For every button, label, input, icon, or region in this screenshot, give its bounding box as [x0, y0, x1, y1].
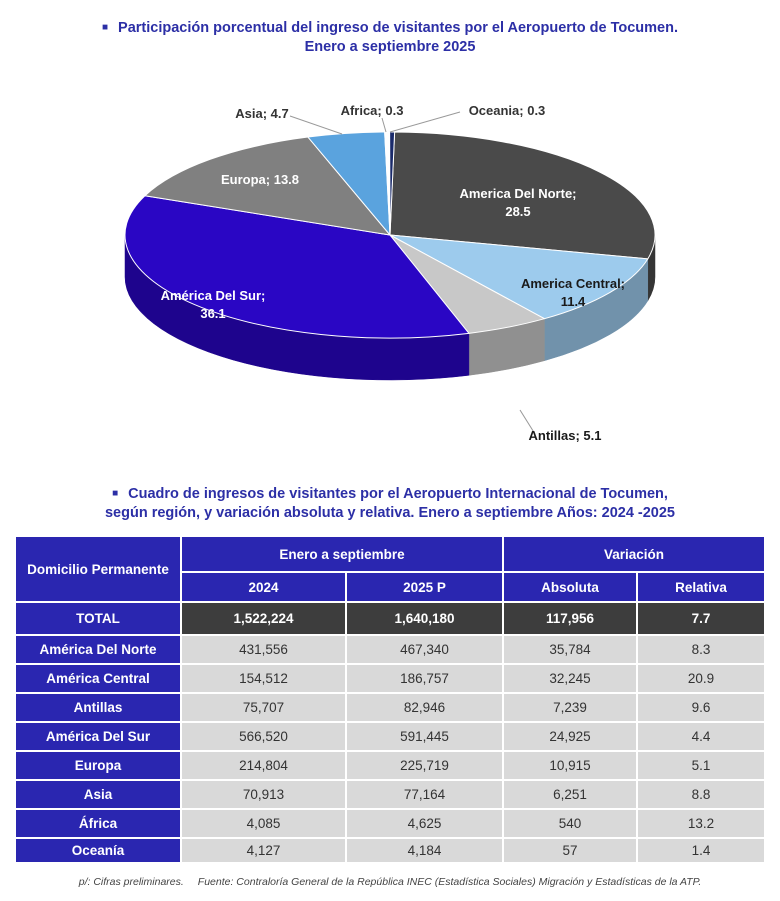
cell-rel: 8.3: [637, 635, 765, 664]
visitors-table: [14, 535, 766, 864]
row-label: África: [15, 809, 181, 838]
cell-rel: 13.2: [637, 809, 765, 838]
leader-africa: [382, 118, 386, 132]
cell-y2024: 4,085: [181, 809, 346, 838]
row-label: TOTAL: [15, 602, 181, 635]
row-label: Europa: [15, 751, 181, 780]
cell-y2024: 214,804: [181, 751, 346, 780]
header-absoluta: Absoluta: [503, 572, 637, 602]
header-2025: 2025 P: [346, 572, 503, 602]
label-antillas: Antillas; 5.1: [528, 428, 602, 443]
cell-abs: 7,239: [503, 693, 637, 722]
header-2024: 2024: [181, 572, 346, 602]
cell-abs: 57: [503, 838, 637, 863]
label-norte-name: America Del Norte;: [459, 186, 577, 201]
table-title-line2: según región, y variación absoluta y relativa. Enero a septiembre Años: 2024 -2025: [104, 505, 676, 521]
bullet-icon: ■: [101, 22, 109, 33]
cell-rel: 20.9: [637, 664, 765, 693]
cell-y2024: 566,520: [181, 722, 346, 751]
cell-y2025: 591,445: [346, 722, 503, 751]
chart-title: [0, 18, 780, 57]
cell-abs: 35,784: [503, 635, 637, 664]
row-label: América Del Sur: [15, 722, 181, 751]
table-row: [15, 838, 765, 863]
table-title-line1: Cuadro de ingresos de visitantes por el Aeropuerto Internacional de Tocumen,: [128, 486, 668, 502]
cell-rel: 8.8: [637, 780, 765, 809]
cell-y2024: 75,707: [181, 693, 346, 722]
row-label: Antillas: [15, 693, 181, 722]
row-label: Oceanía: [15, 838, 181, 863]
table-row-total: [15, 602, 765, 635]
cell-rel: 9.6: [637, 693, 765, 722]
label-asia: Asia; 4.7: [235, 106, 289, 121]
row-label: América Central: [15, 664, 181, 693]
label-central-value: 11.4: [560, 294, 586, 309]
table-row: [15, 780, 765, 809]
label-central-name: America Central;: [520, 276, 626, 291]
header-relativa: Relativa: [637, 572, 765, 602]
cell-y2025: 186,757: [346, 664, 503, 693]
cell-y2024: 1,522,224: [181, 602, 346, 635]
table-title: [0, 484, 780, 523]
cell-y2024: 431,556: [181, 635, 346, 664]
table-row: [15, 635, 765, 664]
label-norte-value: 28.5: [505, 204, 531, 219]
header-variacion: Variación: [503, 536, 765, 572]
cell-y2025: 82,946: [346, 693, 503, 722]
cell-rel: 4.4: [637, 722, 765, 751]
table-row: [15, 693, 765, 722]
table-row: [15, 751, 765, 780]
cell-y2024: 4,127: [181, 838, 346, 863]
cell-y2025: 467,340: [346, 635, 503, 664]
cell-rel: 5.1: [637, 751, 765, 780]
cell-y2024: 154,512: [181, 664, 346, 693]
row-label: Asia: [15, 780, 181, 809]
label-oceania: Oceania; 0.3: [468, 103, 546, 118]
header-domicilio: Domicilio Permanente: [15, 536, 181, 602]
cell-abs: 540: [503, 809, 637, 838]
table-row: [15, 809, 765, 838]
cell-y2025: 77,164: [346, 780, 503, 809]
footnote-preliminary: p/: Cifras preliminares.: [78, 876, 184, 888]
label-europa: Europa; 13.8: [220, 172, 300, 187]
row-label: América Del Norte: [15, 635, 181, 664]
chart-title-line2: Enero a septiembre 2025: [304, 39, 476, 55]
cell-rel: 7.7: [637, 602, 765, 635]
cell-y2025: 4,625: [346, 809, 503, 838]
cell-y2024: 70,913: [181, 780, 346, 809]
cell-abs: 117,956: [503, 602, 637, 635]
chart-title-line1: Participación porcentual del ingreso de visitantes por el Aeropuerto de Tocumen.: [118, 20, 679, 36]
bullet-icon: ■: [112, 488, 119, 499]
cell-abs: 10,915: [503, 751, 637, 780]
header-period: Enero a septiembre: [181, 536, 503, 572]
cell-y2025: 1,640,180: [346, 602, 503, 635]
table-row: [15, 722, 765, 751]
pie-chart: [0, 80, 780, 460]
cell-y2025: 225,719: [346, 751, 503, 780]
footnote: [0, 876, 780, 888]
cell-abs: 6,251: [503, 780, 637, 809]
table-row: [15, 664, 765, 693]
cell-abs: 32,245: [503, 664, 637, 693]
label-africa: Africa; 0.3: [340, 103, 404, 118]
cell-rel: 1.4: [637, 838, 765, 863]
footnote-source: Fuente: Contraloría General de la República INEC (Estadística Sociales) Migración y Estadísticas de la ATP.: [197, 876, 702, 888]
label-sur-value: 36.1: [200, 306, 226, 321]
cell-y2025: 4,184: [346, 838, 503, 863]
leader-asia: [290, 116, 342, 134]
label-sur-name: América Del Sur;: [160, 288, 266, 303]
cell-abs: 24,925: [503, 722, 637, 751]
